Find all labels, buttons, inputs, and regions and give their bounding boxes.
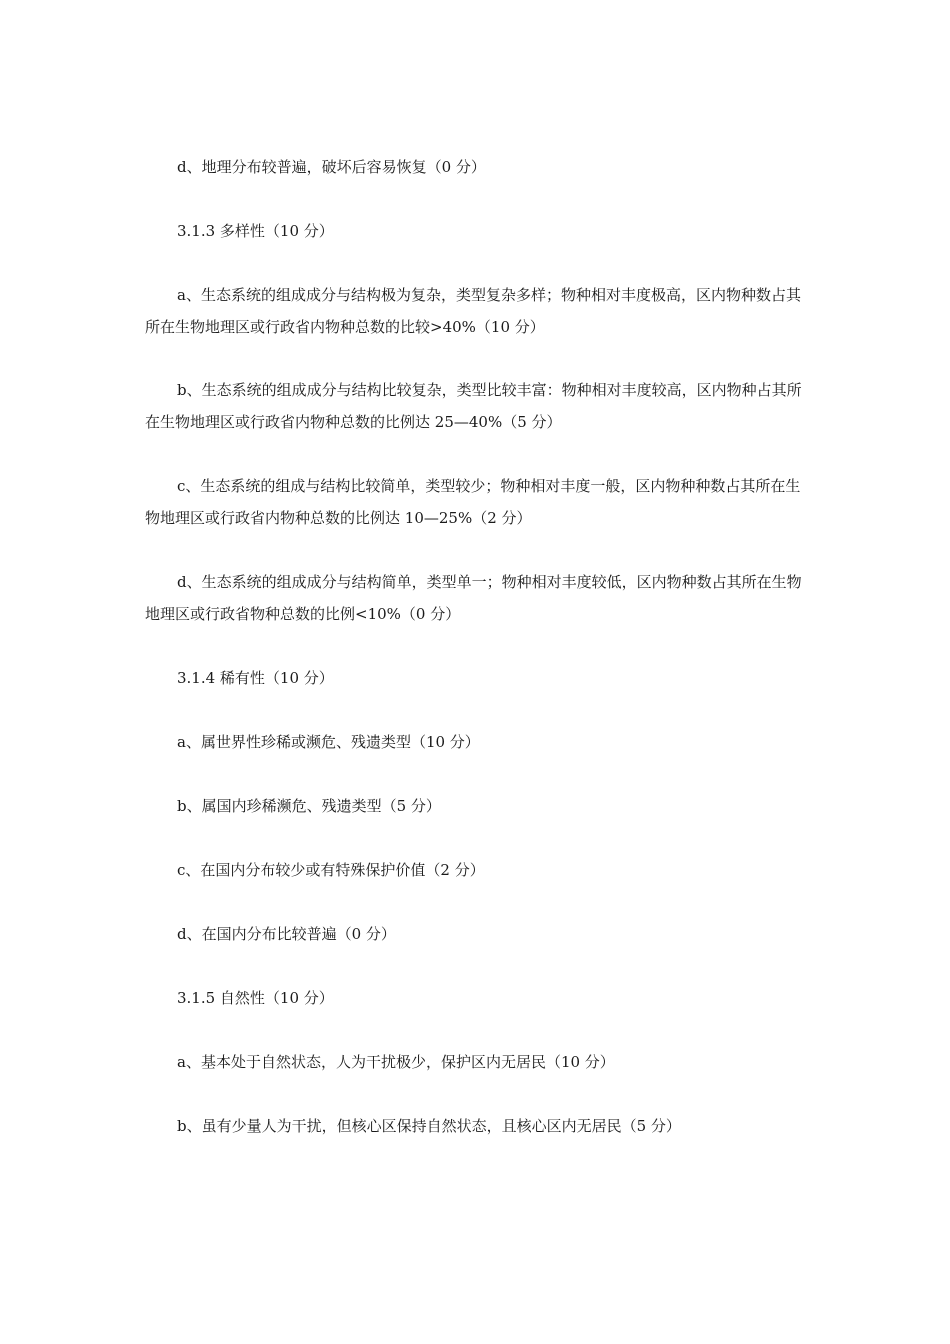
paragraph-rarity-d: d、在国内分布比较普遍（0 分） (177, 925, 396, 943)
paragraph-rarity-c: c、在国内分布较少或有特殊保护价值（2 分） (177, 861, 485, 879)
paragraph-diversity-d: d、生态系统的组成成分与结构简单，类型单一；物种相对丰度较低，区内物种数占其所在生物地理区或行政省物种总数的比例<10%（0 分） (145, 573, 802, 623)
paragraph-diversity-b: b、生态系统的组成成分与结构比较复杂，类型比较丰富：物种相对丰度较高，区内物种占其所在生物地理区或行政省内物种总数的比例达 25—40%（5 分） (145, 381, 802, 431)
paragraph-diversity-c: c、生态系统的组成与结构比较简单，类型较少；物种相对丰度一般，区内物种种数占其所在生物地理区或行政省内物种总数的比例达 10—25%（2 分） (145, 477, 801, 527)
section-heading-naturalness: 3.1.5 自然性（10 分） (177, 989, 334, 1007)
paragraph-naturalness-b: b、虽有少量人为干扰，但核心区保持自然状态，且核心区内无居民（5 分） (177, 1117, 681, 1135)
paragraph-naturalness-a: a、基本处于自然状态，人为干扰极少，保护区内无居民（10 分） (177, 1053, 615, 1071)
paragraph-rarity-b: b、属国内珍稀濒危、残遗类型（5 分） (177, 797, 441, 815)
paragraph-criterion-d-distribution: d、地理分布较普遍，破坏后容易恢复（0 分） (177, 158, 486, 176)
section-heading-diversity: 3.1.3 多样性（10 分） (177, 222, 334, 240)
paragraph-diversity-a: a、生态系统的组成成分与结构极为复杂，类型复杂多样；物种相对丰度极高，区内物种数占其所在生物地理区或行政省内物种总数的比较>40%（10 分） (145, 286, 801, 336)
section-heading-rarity: 3.1.4 稀有性（10 分） (177, 669, 334, 687)
paragraph-rarity-a: a、属世界性珍稀或濒危、残遗类型（10 分） (177, 733, 480, 751)
